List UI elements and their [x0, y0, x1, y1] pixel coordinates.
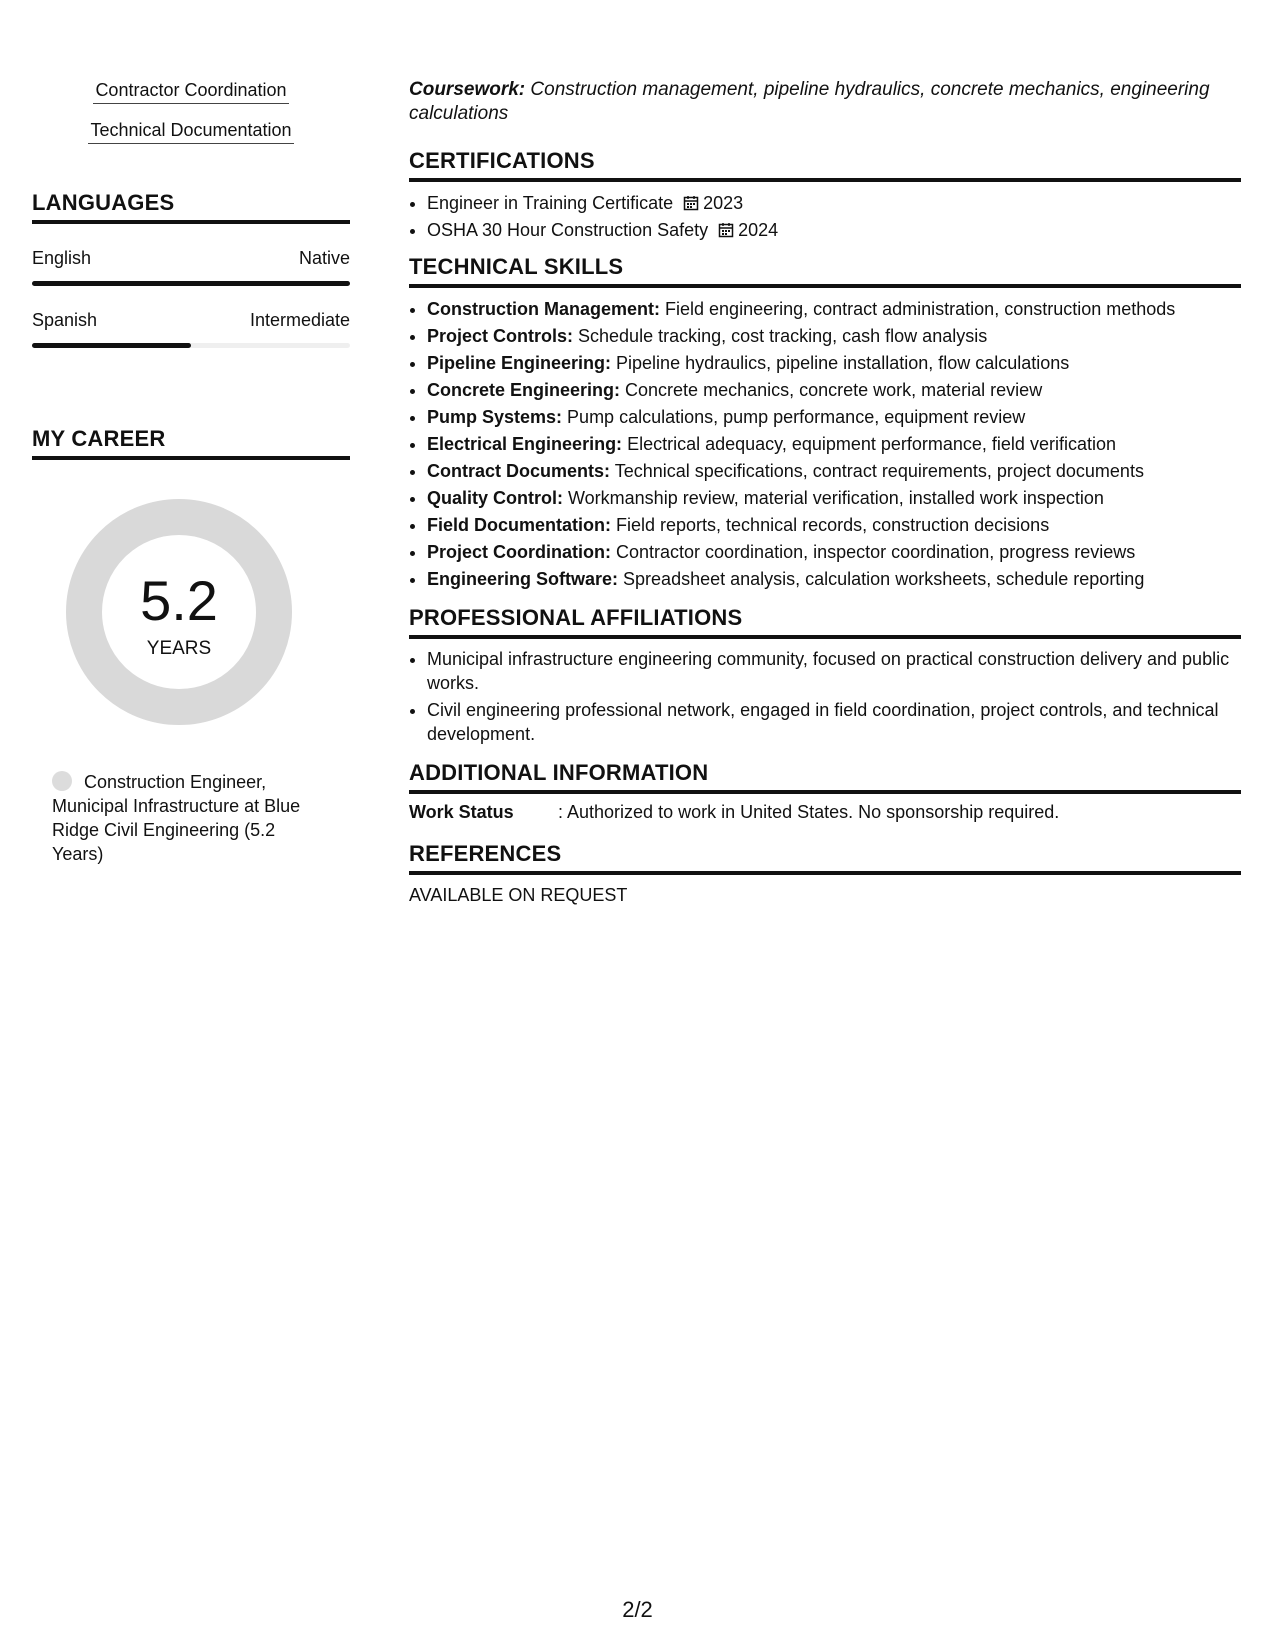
list-item: • Civil engineering professional network, engaged in field coordination, project controls, and technical development.	[427, 698, 1241, 746]
skill-label: Project Coordination:	[427, 542, 611, 562]
list-item	[427, 566, 1241, 593]
calendar-icon	[683, 195, 699, 211]
skill-text: Technical specifications, contract requirements, project documents	[610, 461, 1144, 481]
list-item	[427, 539, 1241, 566]
skill-label: Project Controls:	[427, 326, 574, 346]
coursework-label: Coursework:	[409, 79, 526, 100]
work-status-row	[409, 802, 1241, 823]
career-dot-icon	[52, 771, 72, 791]
list-item	[427, 431, 1241, 458]
coursework	[409, 78, 1241, 126]
references-heading: REFERENCES	[409, 841, 1241, 875]
sidebar	[32, 80, 350, 866]
language-level: Intermediate	[249, 310, 350, 330]
list-item	[427, 296, 1241, 323]
additional-info-heading: ADDITIONAL INFORMATION	[409, 760, 1241, 794]
references-text: AVAILABLE ON REQUEST	[409, 885, 628, 905]
work-status-label: Work Status	[409, 802, 514, 822]
skill-text: Schedule tracking, cost tracking, cash flow analysis	[573, 326, 988, 346]
skill-text: Field engineering, contract administration, construction methods	[660, 299, 1176, 319]
language-proficiency-fill	[32, 343, 191, 348]
certification-name: OSHA 30 Hour Construction Safety	[427, 220, 709, 240]
career-years-unit: YEARS	[146, 638, 212, 659]
skill-label: Concrete Engineering:	[427, 380, 621, 400]
certifications-heading: CERTIFICATIONS	[409, 148, 1241, 182]
skill-tag	[32, 80, 350, 104]
certification-year: 2024	[738, 220, 779, 240]
certifications-list	[409, 190, 1241, 244]
skill-label: Construction Management:	[427, 299, 661, 319]
list-item	[427, 377, 1241, 404]
coursework-text: Construction management, pipeline hydraulics, concrete mechanics, engineering calculations	[409, 79, 1210, 124]
career-years-value: 5.2	[140, 569, 218, 632]
career-heading: MY CAREER	[32, 426, 350, 460]
certification-year: 2023	[703, 193, 744, 213]
skill-text: Pump calculations, pump performance, equipment review	[562, 407, 1026, 427]
work-status-text: : Authorized to work in United States. No sponsorship required.	[558, 802, 1060, 822]
language-name: English	[32, 248, 92, 268]
skill-label: Pipeline Engineering:	[427, 353, 612, 373]
language-proficiency-fill	[32, 281, 350, 286]
skill-label: Engineering Software:	[427, 569, 619, 589]
list-item	[427, 485, 1241, 512]
career-donut	[32, 498, 350, 738]
list-item	[427, 323, 1241, 350]
list-item: • Municipal infrastructure engineering community, focused on practical construction delivery and public works.	[427, 647, 1241, 695]
skill-text: Electrical adequacy, equipment performance, field verification	[622, 434, 1116, 454]
language-proficiency-bar	[32, 281, 350, 286]
skill-text: Field reports, technical records, construction decisions	[611, 515, 1050, 535]
list-item	[427, 217, 1241, 244]
skill-text: Workmanship review, material verification, installed work inspection	[563, 488, 1104, 508]
list-item	[427, 404, 1241, 431]
skill-label: Electrical Engineering:	[427, 434, 623, 454]
skill-tag	[32, 120, 350, 144]
skill-text: Spreadsheet analysis, calculation worksheets, schedule reporting	[618, 569, 1145, 589]
list-item	[427, 458, 1241, 485]
career-item-text: Construction Engineer, Municipal Infrastructure at Blue Ridge Civil Engineering (5.2 Years)	[52, 772, 301, 864]
skill-text: Pipeline hydraulics, pipeline installation, flow calculations	[611, 353, 1070, 373]
skill-tag-label: Technical Documentation	[88, 120, 293, 144]
certification-name: Engineer in Training Certificate	[427, 193, 674, 213]
skill-text: Concrete mechanics, concrete work, material review	[620, 380, 1043, 400]
language-name: Spanish	[32, 310, 98, 330]
technical-skills-list	[409, 296, 1241, 593]
skill-tag-label: Contractor Coordination	[93, 80, 288, 104]
languages-heading: LANGUAGES	[32, 190, 350, 224]
main-content	[409, 78, 1241, 906]
skill-label: Quality Control:	[427, 488, 563, 508]
skill-text: Contractor coordination, inspector coordination, progress reviews	[611, 542, 1136, 562]
affiliations-list	[409, 647, 1241, 746]
language-spanish	[32, 310, 350, 348]
skill-label: Pump Systems:	[427, 407, 563, 427]
list-item	[427, 190, 1241, 217]
skill-label: Field Documentation:	[427, 515, 611, 535]
skill-label: Contract Documents:	[427, 461, 611, 481]
career-item	[32, 770, 322, 866]
affiliations-heading: PROFESSIONAL AFFILIATIONS	[409, 605, 1241, 639]
technical-skills-heading: TECHNICAL SKILLS	[409, 254, 1241, 288]
list-item	[427, 512, 1241, 539]
language-level: Native	[298, 248, 350, 268]
list-item	[427, 350, 1241, 377]
page-number: 2/2	[622, 1597, 653, 1622]
language-english	[32, 248, 350, 286]
calendar-icon	[718, 222, 734, 238]
language-proficiency-bar	[32, 343, 350, 348]
